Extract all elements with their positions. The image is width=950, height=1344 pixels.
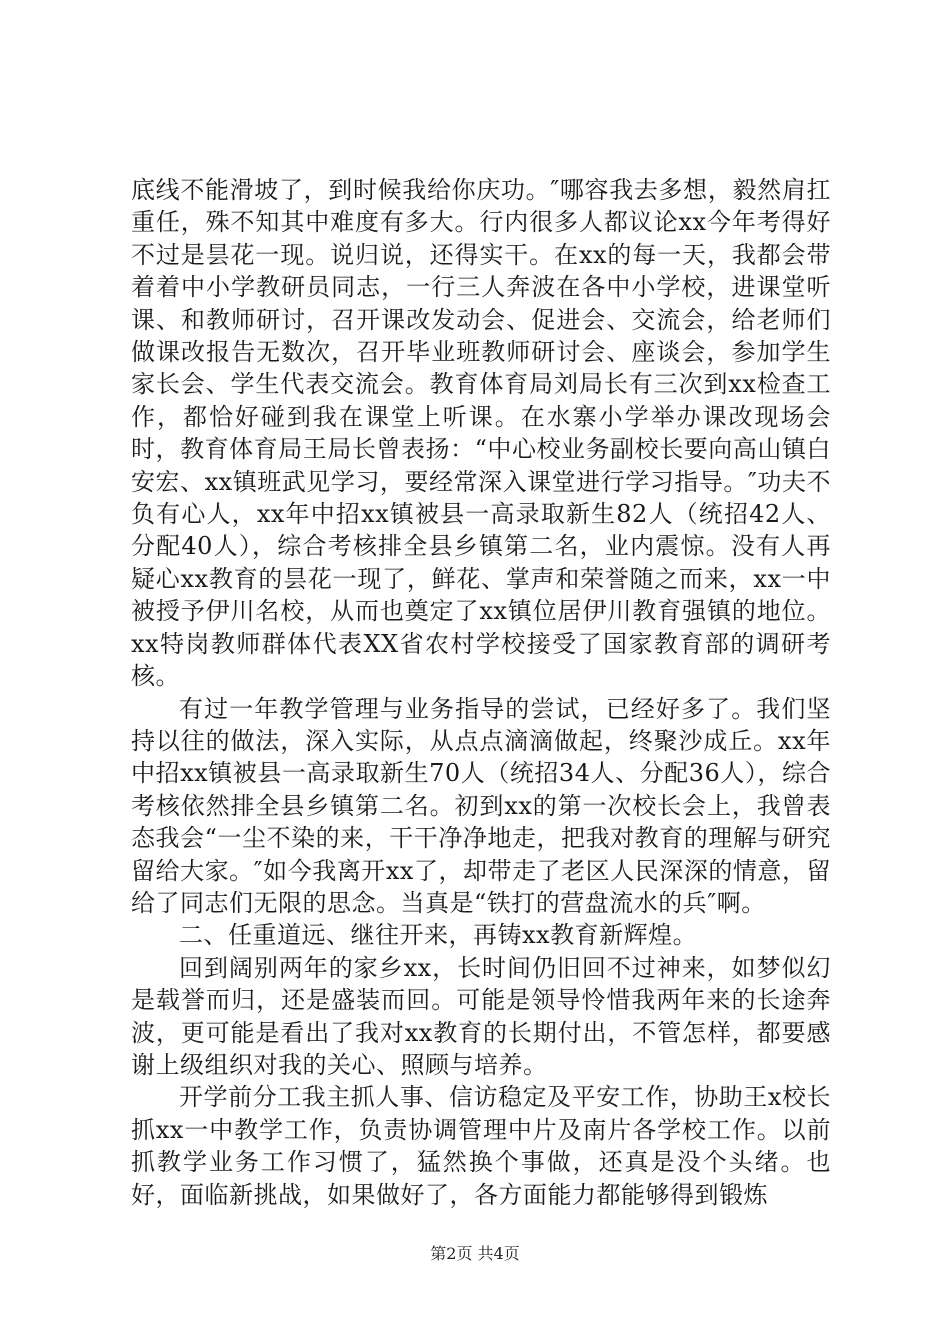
paragraph: 开学前分工我主抓人事、信访稳定及平安工作，协助王x校长抓xx一中教学工作，负责协调管理中片及南片各学校工作。以前抓教学业务工作习惯了，猛然换个事做，还真是没个头绪。也好，面临新挑战，如果做好了，各方面能力都能够得到锻炼 (131, 1083, 831, 1209)
section-heading: 二、任重道远、继往开来，再铸xx教育新辉煌。 (179, 921, 698, 950)
paragraph-continuation: 底线不能滑坡了，到时候我给你庆功。″哪容我去多想，毅然肩扛重任，殊不知其中难度有多大。行内很多人都议论xx今年考得好不过是昙花一现。说归说，还得实干。在xx的每一天，我都会带着着中小学教研员同志，一行三人奔波在各中小学校，进课堂听课、和教师研讨，召开课改发动会、促进会、交流会，给老师们做课改报告无数次，召开毕业班教师研讨会、座谈会，参加学生家长会、学生代表交流会。教育体育局刘局长有三次到xx检查工作，都恰好碰到我在课堂上听课。在水寨小学举办课改现场会时，教育体育局王局长曾表扬：“中心校业务副校长要向高山镇白安宏、xx镇班武见学习，要经常深入课堂进行学习指导。″功夫不负有心人，xx年中招xx镇被县一高录取新生82人（统招42人、分配40人），综合考核排全县乡镇第二名，业内震惊。没有人再疑心xx教育的昙花一现了，鲜花、掌声和荣誉随之而来，xx一中被授予伊川名校，从而也奠定了xx镇位居伊川教育强镇的地位。xx特岗教师群体代表XX省农村学校接受了国家教育部的调研考核。 (131, 176, 831, 691)
page-number-footer: 第2页 共4页 (430, 1244, 520, 1263)
document-body (131, 174, 831, 1211)
paragraph: 有过一年教学管理与业务指导的尝试，已经好多了。我们坚持以往的做法，深入实际，从点点滴滴做起，终聚沙成丘。xx年中招xx镇被县一高录取新生70人（统招34人、分配36人），综合考核依然排全县乡镇第二名。初到xx的第一次校长会上，我曾表态我会“一尘不染的来，干干净净地走，把我对教育的理解与研究留给大家。″如今我离开xx了，却带走了老区人民深深的情意，留给了同志们无限的思念。当真是“铁打的营盘流水的兵″啊。 (131, 694, 831, 917)
paragraph: 回到阔别两年的家乡xx，长时间仍旧回不过神来，如梦似幻是载誉而归，还是盛装而回。可能是领导怜惜我两年来的长途奔波，更可能是看出了我对xx教育的长期付出，不管怎样，都要感谢上级组织对我的关心、照顾与培养。 (131, 953, 831, 1079)
